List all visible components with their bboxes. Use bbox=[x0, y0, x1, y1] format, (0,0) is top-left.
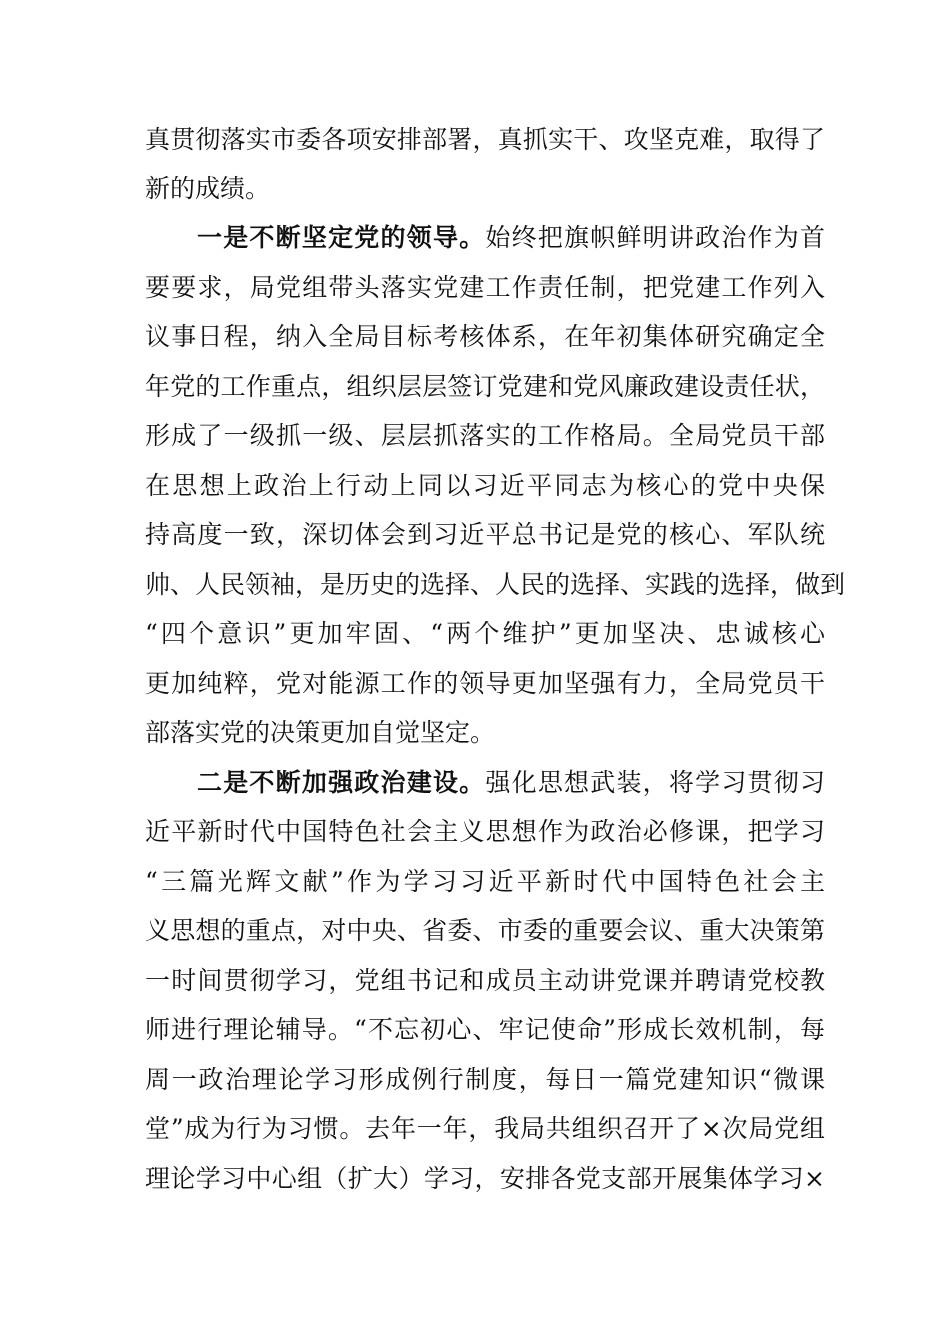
text-span: 始终把旗帜鲜明讲政治作为首 bbox=[485, 223, 825, 252]
text-line: 要要求，局党组带头落实党建工作责任制，把党建工作列入 bbox=[145, 273, 825, 302]
text-line: 义思想的重点，对中央、省委、市委的重要会议、重大决策第 bbox=[145, 916, 825, 945]
text-line: 一时间贯彻学习，党组书记和成员主动讲党课并聘请党校教 bbox=[145, 966, 825, 995]
text-line: 持高度一致，深切体会到习近平总书记是党的核心、军队统 bbox=[145, 520, 825, 549]
section-heading: 二是不断加强政治建设。 bbox=[197, 768, 486, 797]
text-line: 真贯彻落实市委各项安排部署，真抓实干、攻坚克难，取得了 bbox=[145, 125, 825, 154]
text-line: “四个意识”更加牢固、“两个维护”更加坚决、忠诚核心 bbox=[145, 619, 825, 648]
text-line bbox=[197, 763, 825, 803]
text-line: 新的成绩。 bbox=[145, 174, 271, 203]
text-line: 师进行理论辅导。“不忘初心、牢记使命”形成长效机制，每 bbox=[145, 1015, 825, 1044]
text-line: 在思想上政治上行动上同以习近平同志为核心的党中央保 bbox=[145, 471, 825, 500]
text-line: 部落实党的决策更加自觉坚定。 bbox=[145, 718, 496, 747]
text-line: 形成了一级抓一级、层层抓落实的工作格局。全局党员干部 bbox=[145, 421, 825, 450]
text-line: 近平新时代中国特色社会主义思想作为政治必修课，把学习 bbox=[145, 817, 825, 846]
text-line: “三篇光辉文献”作为学习习近平新时代中国特色社会主 bbox=[145, 867, 825, 896]
text-line: 年党的工作重点，组织层层签订党建和党风廉政建设责任状， bbox=[145, 372, 825, 401]
text-line: 议事日程，纳入全局目标考核体系，在年初集体研究确定全 bbox=[145, 322, 825, 351]
text-line bbox=[197, 218, 825, 258]
section-heading: 一是不断坚定党的领导。 bbox=[197, 223, 486, 252]
text-line: 更加纯粹，党对能源工作的领导更加坚强有力，全局党员干 bbox=[145, 669, 825, 698]
text-line: 帅、人民领袖，是历史的选择、人民的选择、实践的选择，做到 bbox=[145, 570, 846, 599]
text-span: 强化思想武装，将学习贯彻习 bbox=[485, 768, 825, 797]
text-line: 周一政治理论学习形成例行制度，每日一篇党建知识“微课 bbox=[145, 1065, 825, 1094]
text-line: 堂”成为行为习惯。去年一年，我局共组织召开了×次局党组 bbox=[145, 1114, 825, 1143]
text-line: 理论学习中心组（扩大）学习，安排各党支部开展集体学习× bbox=[145, 1164, 825, 1193]
